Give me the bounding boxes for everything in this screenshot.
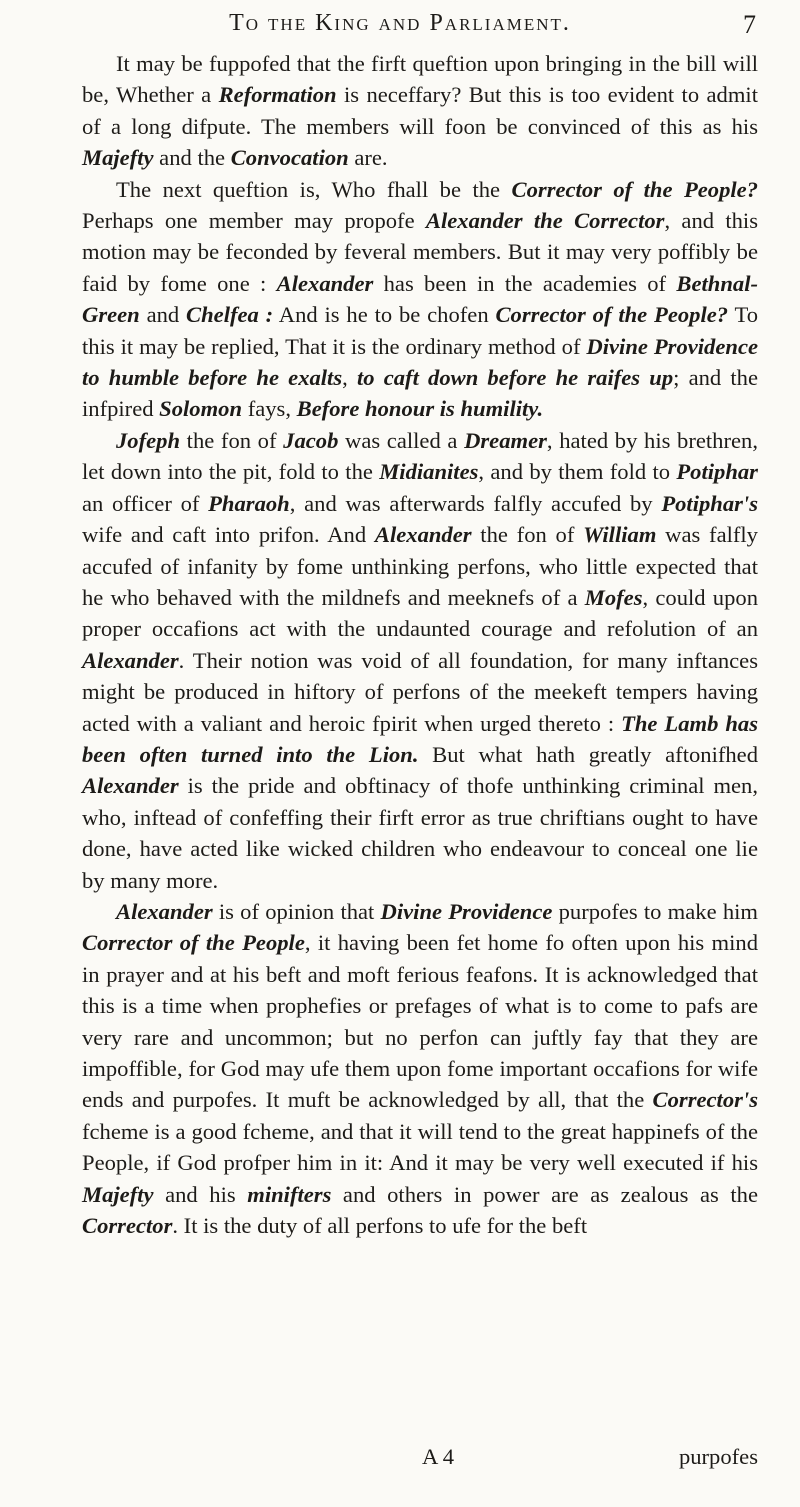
italic-text: Bethnal-Green [82, 270, 758, 328]
text-run: It may be fuppofed that the firft queftion upon bringing in the bill will be, Whether a [82, 51, 758, 108]
italic-text: Convocation [230, 145, 349, 171]
text-run: And is he to be chofen [273, 302, 496, 328]
text-run: , hated by his brethren, let down into the pit, fold to the [82, 427, 758, 485]
text-run: and others in power are as zealous as the [331, 1181, 758, 1207]
italic-text: Pharaoh [208, 490, 290, 516]
text-run: has been in the academies of [373, 270, 677, 296]
italic-text: Divine Providence to humble before he exalts [82, 333, 758, 391]
italic-text: Alexander [374, 522, 472, 548]
catchword: purpofes [678, 1444, 758, 1469]
text-run: , could upon proper occafions act with the undaunted courage and refolution of an [82, 584, 758, 642]
italic-text: minifters [247, 1181, 332, 1207]
italic-text: Corrector of the People [82, 930, 305, 956]
page-number: 7 [743, 10, 756, 39]
text-run: , and this motion may be feconded by feveral members. But it may very poffibly be faid by fome one : [82, 208, 758, 296]
italic-text: Before honour is humility. [296, 396, 544, 422]
italic-text: Alexander [82, 647, 179, 673]
text-run: the fon of [471, 522, 584, 548]
printer-signature: A 4 [422, 1444, 455, 1469]
text-run: wife and caft into prifon. And [82, 522, 375, 548]
paragraph [82, 174, 758, 425]
paragraph [82, 896, 758, 1241]
text-run: But what hath greatly aftonifhed [418, 741, 758, 767]
running-title: To the King and Parliament. [229, 10, 571, 36]
italic-text: Corrector of the People? [495, 302, 729, 328]
italic-text: Solomon [159, 396, 243, 422]
italic-text: Alexander [276, 270, 374, 296]
text-run: fcheme is a good fcheme, and that it will tend to the great happinefs of the People, if God profper him in it: And it may be very well executed if his [82, 1118, 758, 1176]
running-head [84, 10, 756, 50]
italic-text: Majefty [82, 1181, 154, 1207]
text-run: was called a [338, 427, 465, 453]
text-run: ; and the infpired [82, 365, 758, 422]
text-run: The next queftion is, Who fhall be the [116, 176, 512, 202]
text-run: and [139, 302, 187, 328]
text-run: purpofes to make him [552, 898, 758, 924]
text-run: , and was afterwards falfly accufed by [289, 490, 662, 516]
italic-text: Chelfea : [186, 302, 274, 328]
italic-text: Midianites [379, 459, 479, 485]
text-run: . It is the duty of all perfons to ufe for the beft [172, 1213, 588, 1239]
italic-text: Potiphar's [661, 490, 759, 516]
italic-text: Corrector [82, 1213, 173, 1239]
text-run: is the pride and obftinacy of thofe unthinking criminal men, who, inftead of confeffing their firft error as true chriftians ought to have done, have acted like wicked children who endeavour to conceal one lie by many more. [82, 773, 758, 893]
text-run: the fon of [180, 427, 284, 453]
text-run: , [342, 365, 357, 391]
italic-text: Jofeph [116, 427, 181, 453]
italic-text: Dreamer [464, 427, 547, 453]
text-run: fays, [242, 396, 297, 422]
italic-text: to caft down before he raifes up [356, 365, 674, 391]
text-run: Perhaps one member may propofe [82, 208, 426, 234]
text-run: is neceffary? But this is too evident to admit of a long difpute. The members will foon be convinced of this as his [82, 82, 758, 139]
text-run: are. [348, 145, 388, 171]
italic-text: Divine Providence [380, 898, 553, 924]
italic-text: Alexander the Corrector [425, 208, 665, 234]
italic-text: Alexander [116, 898, 213, 924]
text-run: an officer of [82, 490, 209, 516]
italic-text: The Lamb has been often turned into the Lion. [82, 710, 758, 767]
text-run: To this it may be replied, That it is the ordinary method of [82, 302, 758, 359]
text-run: . Their notion was void of all foundation, for many inftances might be produced in hiftory of perfons of the meekeft tempers having acted with a valiant and heroic fpirit when urged thereto : [82, 647, 758, 736]
italic-text: Alexander [82, 773, 179, 799]
italic-text: Corrector of the People? [511, 176, 758, 202]
italic-text: Corrector's [652, 1087, 758, 1113]
text-run: , it having been fet home fo often upon his mind in prayer and at his beft and moft ferious feafons. It is acknowledged that this is a time when prophefies or prefages of what is to come to pafs are very rare and uncommon; but no perfon can juftly fay that they are impoffible, for God may ufe them upon fome important occafions for wife ends and purpofes. It muft be acknowledged by all, that the [82, 930, 758, 1113]
text-run: was falfly accufed of infanity by fome unthinking perfons, who little expected that he who behaved with the mildnefs and meeknefs of a [82, 522, 758, 610]
paragraph [82, 425, 758, 896]
italic-text: Potiphar [676, 459, 758, 485]
text-run: is of opinion that [212, 898, 381, 924]
italic-text: Mofes [584, 584, 643, 610]
italic-text: William [583, 522, 657, 548]
text-run: , and by them fold to [478, 459, 677, 485]
italic-text: Majefty [82, 145, 154, 171]
italic-text: Jacob [283, 427, 339, 453]
italic-text: Reformation [218, 82, 337, 108]
signature-line [82, 1444, 758, 1476]
text-run: and his [153, 1181, 248, 1207]
body-text [82, 48, 758, 1241]
paragraph [82, 48, 758, 174]
text-run: and the [153, 145, 231, 171]
